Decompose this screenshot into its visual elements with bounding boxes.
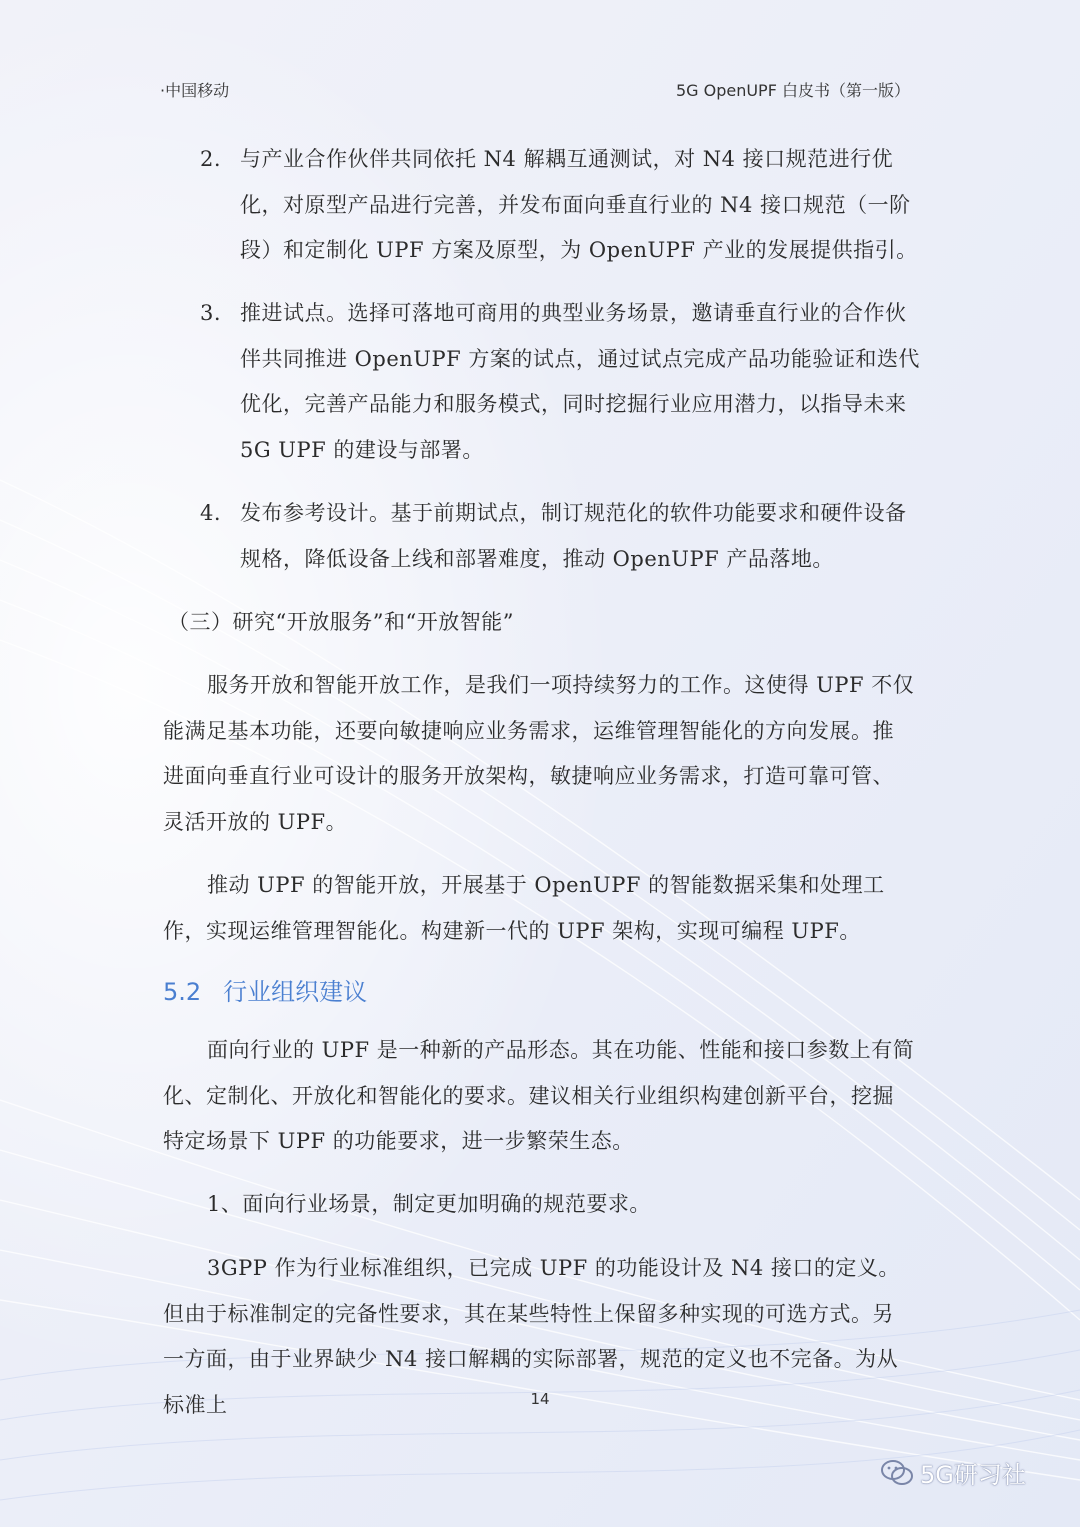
paragraph: 3GPP 作为行业标准组织，已完成 UPF 的功能设计及 N4 接口的定义。但由于标准制定的完备性要求，其在某些特性上保留多种实现的可选方式。另一方面，由于业界缺少 N4 接口解耦的实际部署，规范的定义也不完备。为从标准上 xyxy=(163,1256,900,1417)
list-item-number: 2. xyxy=(200,147,222,171)
header-organization: ·中国移动 xyxy=(160,81,230,100)
paragraph: 面向行业的 UPF 是一种新的产品形态。其在功能、性能和接口参数上有简化、定制化、开放化和智能化的要求。建议相关行业组织构建创新平台，挖掘特定场景下 UPF 的功能要求，进一步繁荣生态。 xyxy=(163,1038,915,1153)
paragraph: 推动 UPF 的智能开放，开展基于 OpenUPF 的智能数据采集和处理工作，实现运维管理智能化。构建新一代的 UPF 架构，实现可编程 UPF。 xyxy=(163,873,885,943)
list-item-text: 发布参考设计。基于前期试点，制订规范化的软件功能要求和硬件设备规格，降低设备上线和部署难度，推动 OpenUPF 产品落地。 xyxy=(240,501,907,571)
list-item-number: 4. xyxy=(200,501,222,525)
list-item-text: 推进试点。选择可落地可商用的典型业务场景，邀请垂直行业的合作伙伴共同推进 OpenUPF 方案的试点，通过试点完成产品功能验证和迭代优化，完善产品能力和服务模式，同时挖掘行业应用潜力，以指导未来 5G UPF 的建设与部署。 xyxy=(240,301,920,462)
list-item xyxy=(200,137,920,274)
paragraph: 1、面向行业场景，制定更加明确的规范要求。 xyxy=(207,1192,651,1216)
section-title: 行业组织建议 xyxy=(223,978,368,1006)
wechat-icon xyxy=(880,1458,914,1488)
section-heading xyxy=(163,972,367,1007)
list-item xyxy=(200,291,920,473)
list-item-number: 3. xyxy=(200,301,222,325)
header-document-title: 5G OpenUPF 白皮书（第一版） xyxy=(675,81,910,100)
paragraph: 服务开放和智能开放工作，是我们一项持续努力的工作。这使得 UPF 不仅能满足基本功能，还要向敏捷响应业务需求，运维管理智能化的方向发展。推进面向垂直行业可设计的服务开放架构，敏捷响应业务需求，打造可靠可管、灵活开放的 UPF。 xyxy=(163,673,915,834)
watermark-text: 5G研习社 xyxy=(920,1461,1026,1489)
list-item-text: 与产业合作伙伴共同依托 N4 解耦互通测试，对 N4 接口规范进行优化，对原型产品进行完善，并发布面向垂直行业的 N4 接口规范（一阶段）和定制化 UPF 方案及原型，为 OpenUPF 产业的发展提供指引。 xyxy=(240,147,918,262)
watermark xyxy=(880,1455,1026,1490)
subheading: （三）研究“开放服务”和“开放智能” xyxy=(168,610,514,634)
section-number: 5.2 xyxy=(163,978,202,1006)
page-number: 14 xyxy=(530,1390,550,1408)
list-item xyxy=(200,491,920,582)
